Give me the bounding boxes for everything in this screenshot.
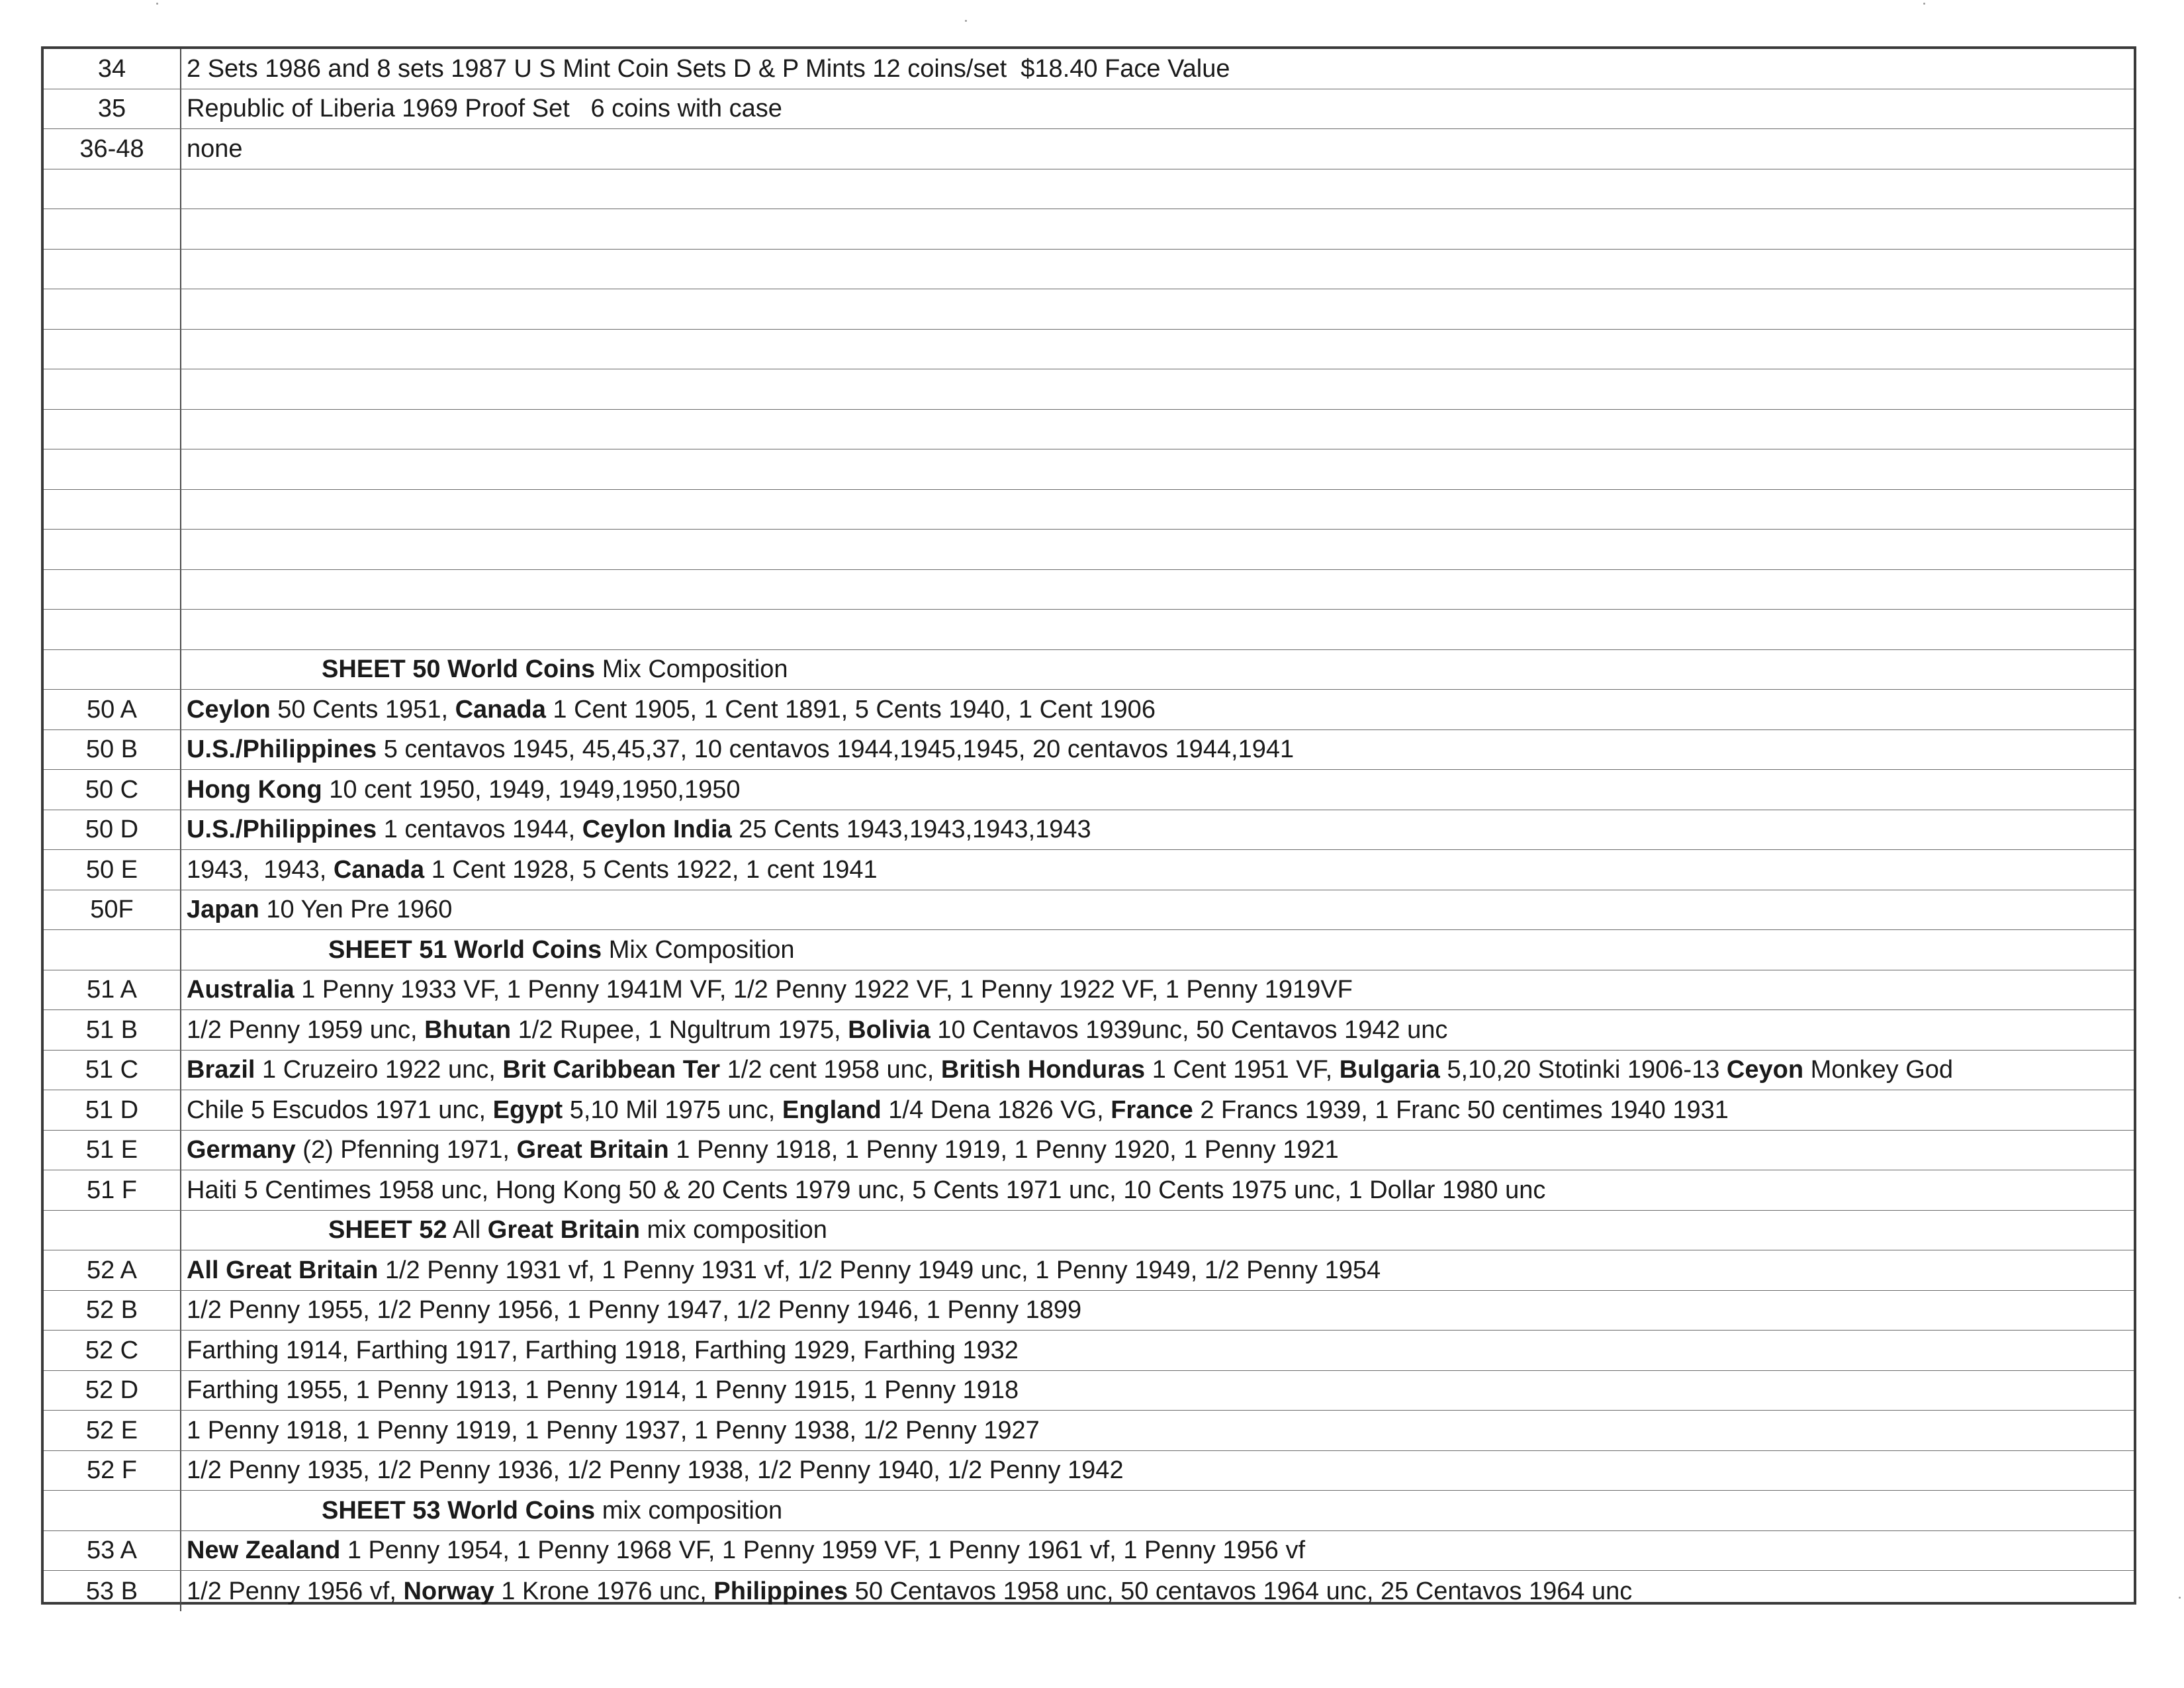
lot-number-cell <box>44 209 181 249</box>
text-segment: Farthing 1914, Farthing 1917, Farthing 1918, Farthing 1929, Farthing 1932 <box>187 1336 1019 1364</box>
text-segment: Republic of Liberia 1969 Proof Set 6 coins with case <box>187 95 782 122</box>
description-cell <box>181 1010 2134 1050</box>
text-segment: none <box>187 134 243 163</box>
table-row <box>44 410 2134 450</box>
lot-number-cell: 50F <box>44 890 181 930</box>
text-segment: (2) Pfenning 1971, <box>295 1136 517 1164</box>
lot-number-cell: 36-48 <box>44 129 181 169</box>
description-cell <box>181 770 2134 810</box>
table-row <box>44 530 2134 570</box>
description-cell <box>181 1170 2134 1210</box>
lot-number-cell: 51 E <box>44 1131 181 1170</box>
sheet-header-cell <box>181 1211 2134 1250</box>
lot-number-cell: 52 E <box>44 1411 181 1450</box>
coin-inventory-table <box>41 46 2136 1605</box>
table-row <box>44 730 2134 771</box>
bold-text-segment: British Honduras <box>940 1056 1146 1084</box>
table-row <box>44 1411 2134 1451</box>
sheet-header-cell <box>181 650 2134 690</box>
description-cell <box>181 449 2134 489</box>
bold-text-segment: Brit Caribbean Ter <box>502 1056 721 1084</box>
lot-number-cell <box>44 369 181 409</box>
table-row <box>44 890 2134 931</box>
scan-speck <box>965 20 967 22</box>
lot-number-cell: 53 B <box>44 1571 181 1611</box>
description-cell <box>181 1531 2134 1571</box>
description-cell <box>181 730 2134 770</box>
sheet-header-row <box>44 930 2134 970</box>
table-row <box>44 810 2134 851</box>
table-row <box>44 490 2134 530</box>
bold-text-segment: Germany <box>187 1136 296 1164</box>
text-segment: 1 centavos 1944, <box>377 816 582 843</box>
table-row <box>44 1090 2134 1131</box>
text-segment: 1 Penny 1954, 1 Penny 1968 VF, 1 Penny 1959 VF, 1 Penny 1961 vf, 1 Penny 1956 vf <box>340 1536 1306 1564</box>
table-row <box>44 850 2134 890</box>
table-row <box>44 129 2134 169</box>
lot-number-cell: 52 C <box>44 1331 181 1370</box>
lot-number-cell: 50 E <box>44 850 181 890</box>
text-segment: 2 Sets 1986 and 8 sets 1987 U S Mint Coin Sets D & P Mints 12 coins/set $18.40 Face Value <box>187 54 1230 83</box>
text-segment: 1 Penny 1918, 1 Penny 1919, 1 Penny 1920, 1 Penny 1921 <box>668 1136 1339 1164</box>
bold-text-segment: France <box>1111 1096 1193 1124</box>
lot-number-cell <box>44 289 181 329</box>
text-segment: 1 Krone 1976 unc, <box>494 1577 714 1605</box>
sheet-header-cell <box>181 1491 2134 1530</box>
table-row <box>44 49 2134 89</box>
text-segment: 1 Penny 1918, 1 Penny 1919, 1 Penny 1937, 1 Penny 1938, 1/2 Penny 1927 <box>187 1416 1040 1444</box>
table-row <box>44 1371 2134 1411</box>
description-cell <box>181 970 2134 1010</box>
text-segment: 10 Yen Pre 1960 <box>259 896 453 923</box>
bold-text-segment: Ceylon <box>187 695 271 724</box>
text-segment: 1/2 Penny 1931 vf, 1 Penny 1931 vf, 1/2 Penny 1949 unc, 1 Penny 1949, 1/2 Penny 1954 <box>378 1256 1381 1284</box>
description-cell <box>181 850 2134 890</box>
table-row <box>44 1051 2134 1091</box>
description-cell <box>181 1250 2134 1290</box>
lot-number-cell <box>44 650 181 690</box>
lot-number-cell: 52 D <box>44 1371 181 1411</box>
lot-number-cell: 52 B <box>44 1291 181 1331</box>
bold-text-segment: SHEET 52 <box>328 1216 447 1244</box>
bold-text-segment: SHEET 51 World Coins <box>328 935 602 964</box>
description-cell <box>181 1291 2134 1331</box>
bold-text-segment: Bulgaria <box>1339 1056 1440 1084</box>
table-row <box>44 169 2134 210</box>
text-segment: 1 Cent 1951 VF, <box>1145 1056 1340 1084</box>
description-cell <box>181 1411 2134 1450</box>
description-cell <box>181 490 2134 530</box>
description-cell <box>181 330 2134 369</box>
table-row <box>44 89 2134 130</box>
lot-number-cell: 52 F <box>44 1451 181 1491</box>
description-cell <box>181 530 2134 569</box>
text-segment: All <box>447 1216 488 1244</box>
lot-number-cell: 35 <box>44 89 181 129</box>
table-row <box>44 1531 2134 1571</box>
description-cell <box>181 1051 2134 1090</box>
lot-number-cell <box>44 1491 181 1530</box>
bold-text-segment: Great Britain <box>487 1216 640 1244</box>
scan-speck <box>1923 3 1925 5</box>
lot-number-cell <box>44 250 181 289</box>
bold-text-segment: Japan <box>187 896 259 923</box>
text-segment: 5,10,20 Stotinki 1906-13 <box>1439 1056 1727 1084</box>
text-segment: 5,10 Mil 1975 unc, <box>563 1096 782 1124</box>
description-cell <box>181 410 2134 449</box>
text-segment: 1/2 Rupee, 1 Ngultrum 1975, <box>511 1015 848 1044</box>
lot-number-cell <box>44 449 181 489</box>
lot-number-cell <box>44 570 181 610</box>
text-segment: mix composition <box>595 1496 783 1524</box>
text-segment: Haiti 5 Centimes 1958 unc, Hong Kong 50 & 20 Cents 1979 unc, 5 Cents 1971 unc, 10 Cents 1975 unc, 1 Dollar 1980 unc <box>187 1176 1546 1204</box>
text-segment: 25 Cents 1943,1943,1943,1943 <box>731 816 1091 843</box>
scan-speck <box>2179 1597 2181 1599</box>
lot-number-cell: 51 B <box>44 1010 181 1050</box>
lot-number-cell: 52 A <box>44 1250 181 1290</box>
description-cell <box>181 89 2134 129</box>
bold-text-segment: Egypt <box>492 1096 563 1124</box>
text-segment: 10 cent 1950, 1949, 1949,1950,1950 <box>322 775 741 804</box>
text-segment: 1/2 Penny 1955, 1/2 Penny 1956, 1 Penny 1947, 1/2 Penny 1946, 1 Penny 1899 <box>187 1296 1082 1324</box>
description-cell <box>181 49 2134 89</box>
description-cell <box>181 1451 2134 1491</box>
text-segment: 1 Cent 1905, 1 Cent 1891, 5 Cents 1940, 1 Cent 1906 <box>545 695 1156 724</box>
description-cell <box>181 1571 2134 1611</box>
bold-text-segment: Ceyon <box>1726 1056 1804 1084</box>
bold-text-segment: Bolivia <box>848 1015 931 1044</box>
text-segment: Chile 5 Escudos 1971 unc, <box>187 1096 493 1124</box>
bold-text-segment: Canada <box>455 695 546 724</box>
lot-number-cell: 51 F <box>44 1170 181 1210</box>
text-segment: Farthing 1955, 1 Penny 1913, 1 Penny 1914, 1 Penny 1915, 1 Penny 1918 <box>187 1376 1019 1404</box>
lot-number-cell: 50 A <box>44 690 181 729</box>
table-row <box>44 1451 2134 1491</box>
lot-number-cell <box>44 330 181 369</box>
table-row <box>44 570 2134 610</box>
lot-number-cell: 51 D <box>44 1090 181 1130</box>
text-segment: 1943, 1943, <box>187 855 334 884</box>
bold-text-segment: England <box>782 1096 882 1124</box>
table-row <box>44 289 2134 330</box>
bold-text-segment: SHEET 50 World Coins <box>322 655 596 683</box>
text-segment: 1/2 Penny 1959 unc, <box>187 1015 425 1044</box>
bold-text-segment: Hong Kong <box>187 775 322 804</box>
table-row <box>44 770 2134 810</box>
sheet-header-cell <box>181 930 2134 970</box>
table-row <box>44 1250 2134 1291</box>
description-cell <box>181 250 2134 289</box>
text-segment: 2 Francs 1939, 1 Franc 50 centimes 1940 1931 <box>1193 1096 1729 1124</box>
bold-text-segment: Australia <box>187 976 295 1004</box>
table-row <box>44 1010 2134 1051</box>
lot-number-cell: 50 C <box>44 770 181 810</box>
bold-text-segment: Philippines <box>713 1577 848 1605</box>
bold-text-segment: U.S./Philippines <box>187 735 377 763</box>
description-cell <box>181 1131 2134 1170</box>
lot-number-cell <box>44 169 181 209</box>
bold-text-segment: Norway <box>403 1577 494 1605</box>
description-cell <box>181 610 2134 649</box>
description-cell <box>181 129 2134 169</box>
text-segment: 1/4 Dena 1826 VG, <box>881 1096 1111 1124</box>
table-row <box>44 1571 2134 1611</box>
text-segment: 1/2 Penny 1956 vf, <box>187 1577 404 1605</box>
lot-number-cell <box>44 490 181 530</box>
description-cell <box>181 690 2134 729</box>
table-row <box>44 369 2134 410</box>
lot-number-cell <box>44 530 181 569</box>
text-segment: 1 Cent 1928, 5 Cents 1922, 1 cent 1941 <box>424 855 878 884</box>
lot-number-cell <box>44 610 181 649</box>
lot-number-cell: 53 A <box>44 1531 181 1571</box>
description-cell <box>181 810 2134 850</box>
table-row <box>44 690 2134 730</box>
lot-number-cell: 51 C <box>44 1051 181 1090</box>
description-cell <box>181 1090 2134 1130</box>
bold-text-segment: Canada <box>333 855 425 884</box>
table-row <box>44 1331 2134 1371</box>
bold-text-segment: Brazil <box>187 1056 255 1084</box>
text-segment: Monkey God <box>1803 1056 1954 1084</box>
table-row <box>44 250 2134 290</box>
bold-text-segment: Ceylon India <box>582 816 732 843</box>
text-segment: 1/2 Penny 1935, 1/2 Penny 1936, 1/2 Penny 1938, 1/2 Penny 1940, 1/2 Penny 1942 <box>187 1456 1124 1484</box>
table-row <box>44 1291 2134 1331</box>
lot-number-cell: 51 A <box>44 970 181 1010</box>
bold-text-segment: U.S./Philippines <box>187 816 377 843</box>
table-row <box>44 209 2134 250</box>
description-cell <box>181 209 2134 249</box>
bold-text-segment: SHEET 53 World Coins <box>322 1496 596 1524</box>
sheet-header-row <box>44 1491 2134 1531</box>
lot-number-cell <box>44 410 181 449</box>
description-cell <box>181 570 2134 610</box>
table-row <box>44 449 2134 490</box>
description-cell <box>181 369 2134 409</box>
text-segment: 50 Centavos 1958 unc, 50 centavos 1964 unc, 25 Centavos 1964 unc <box>848 1577 1633 1605</box>
lot-number-cell: 34 <box>44 49 181 89</box>
table-row <box>44 970 2134 1011</box>
table-row <box>44 1170 2134 1211</box>
bold-text-segment: Bhutan <box>424 1015 512 1044</box>
description-cell <box>181 169 2134 209</box>
bold-text-segment: New Zealand <box>187 1536 341 1564</box>
bold-text-segment: All Great Britain <box>187 1256 379 1284</box>
text-segment: Mix Composition <box>595 655 788 683</box>
lot-number-cell: 50 B <box>44 730 181 770</box>
table-row <box>44 1131 2134 1171</box>
text-segment: 10 Centavos 1939unc, 50 Centavos 1942 unc <box>930 1015 1448 1044</box>
description-cell <box>181 890 2134 930</box>
text-segment: 5 centavos 1945, 45,45,37, 10 centavos 1944,1945,1945, 20 centavos 1944,1941 <box>377 735 1295 763</box>
description-cell <box>181 1331 2134 1370</box>
sheet-header-row <box>44 1211 2134 1251</box>
text-segment: mix composition <box>639 1216 827 1244</box>
text-segment: 1/2 cent 1958 unc, <box>720 1056 941 1084</box>
lot-number-cell: 50 D <box>44 810 181 850</box>
lot-number-cell <box>44 930 181 970</box>
bold-text-segment: Great Britain <box>516 1136 669 1164</box>
lot-number-cell <box>44 1211 181 1250</box>
text-segment: 1 Penny 1933 VF, 1 Penny 1941M VF, 1/2 Penny 1922 VF, 1 Penny 1922 VF, 1 Penny 1919VF <box>294 976 1353 1004</box>
sheet-header-row <box>44 650 2134 690</box>
text-segment: 1 Cruzeiro 1922 unc, <box>255 1056 503 1084</box>
text-segment: Mix Composition <box>602 935 795 964</box>
description-cell <box>181 289 2134 329</box>
description-cell <box>181 1371 2134 1411</box>
text-segment: 50 Cents 1951, <box>270 695 455 724</box>
scan-speck <box>156 3 158 5</box>
table-row <box>44 610 2134 650</box>
table-row <box>44 330 2134 370</box>
